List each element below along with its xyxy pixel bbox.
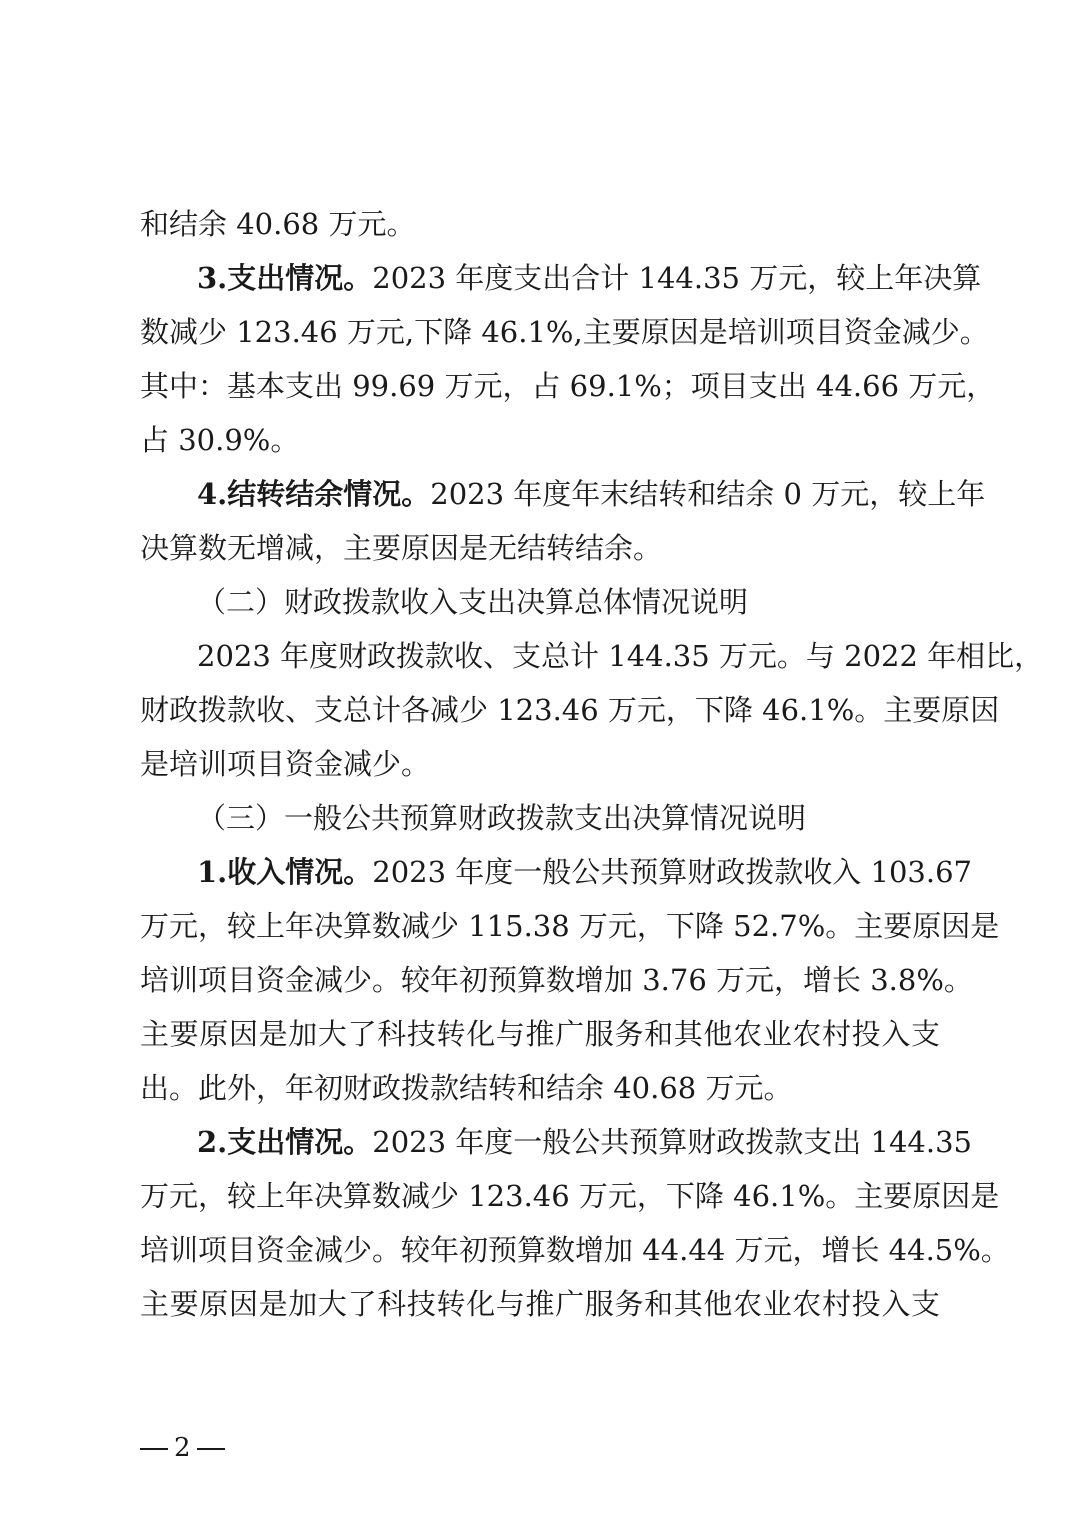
- paragraph-line: 占 30.9%。: [140, 423, 300, 457]
- page-number-value: 2: [174, 1433, 191, 1463]
- subsection-heading: （二）财政拨款收入支出决算总体情况说明: [197, 585, 749, 619]
- paragraph-line: 4.结转结余情况。2023 年度年末结转和结余 0 万元，较上年: [197, 477, 986, 511]
- section-heading: 1.收入情况。: [197, 855, 373, 889]
- paragraph-line: 2.支出情况。2023 年度一般公共预算财政拨款支出 144.35: [197, 1125, 972, 1159]
- paragraph-line: 财政拨款收、支总计各减少 123.46 万元，下降 46.1%。主要原因: [140, 693, 1000, 727]
- dash-right: [197, 1448, 225, 1450]
- paragraph-line: 万元，较上年决算数减少 115.38 万元，下降 52.7%。主要原因是: [140, 909, 1000, 943]
- paragraph-line: 主要原因是加大了科技转化与推广服务和其他农业农村投入支: [140, 1017, 940, 1051]
- paragraph-line: 培训项目资金减少。较年初预算数增加 44.44 万元，增长 44.5%。: [140, 1233, 1010, 1267]
- paragraph-line: 决算数无增减，主要原因是无结转结余。: [140, 531, 663, 565]
- paragraph-line: 主要原因是加大了科技转化与推广服务和其他农业农村投入支: [140, 1287, 940, 1321]
- paragraph-line: 和结余 40.68 万元。: [140, 207, 416, 241]
- paragraph-line: 3.支出情况。2023 年度支出合计 144.35 万元，较上年决算: [197, 261, 982, 295]
- section-heading: 4.结转结余情况。: [197, 477, 431, 511]
- paragraph-line: 2023 年度财政拨款收、支总计 144.35 万元。与 2022 年相比，: [197, 639, 1044, 673]
- dash-left: [140, 1448, 168, 1450]
- paragraph-line: 万元，较上年决算数减少 123.46 万元，下降 46.1%。主要原因是: [140, 1179, 1000, 1213]
- paragraph-line: 是培训项目资金减少。: [140, 747, 431, 781]
- subsection-heading: （三）一般公共预算财政拨款支出决算情况说明: [197, 801, 807, 835]
- page-number: [140, 1428, 260, 1468]
- paragraph-line: 其中：基本支出 99.69 万元，占 69.1%；项目支出 44.66 万元，: [140, 369, 996, 403]
- paragraph-line: 出。此外，年初财政拨款结转和结余 40.68 万元。: [140, 1071, 793, 1105]
- paragraph-line: 1.收入情况。2023 年度一般公共预算财政拨款收入 103.67: [197, 855, 972, 889]
- section-heading: 3.支出情况。: [197, 261, 373, 295]
- section-heading: 2.支出情况。: [197, 1125, 373, 1159]
- paragraph-line: 数减少 123.46 万元,下降 46.1%,主要原因是培训项目资金减少。: [140, 315, 989, 349]
- paragraph-line: 培训项目资金减少。较年初预算数增加 3.76 万元，增长 3.8%。: [140, 963, 973, 997]
